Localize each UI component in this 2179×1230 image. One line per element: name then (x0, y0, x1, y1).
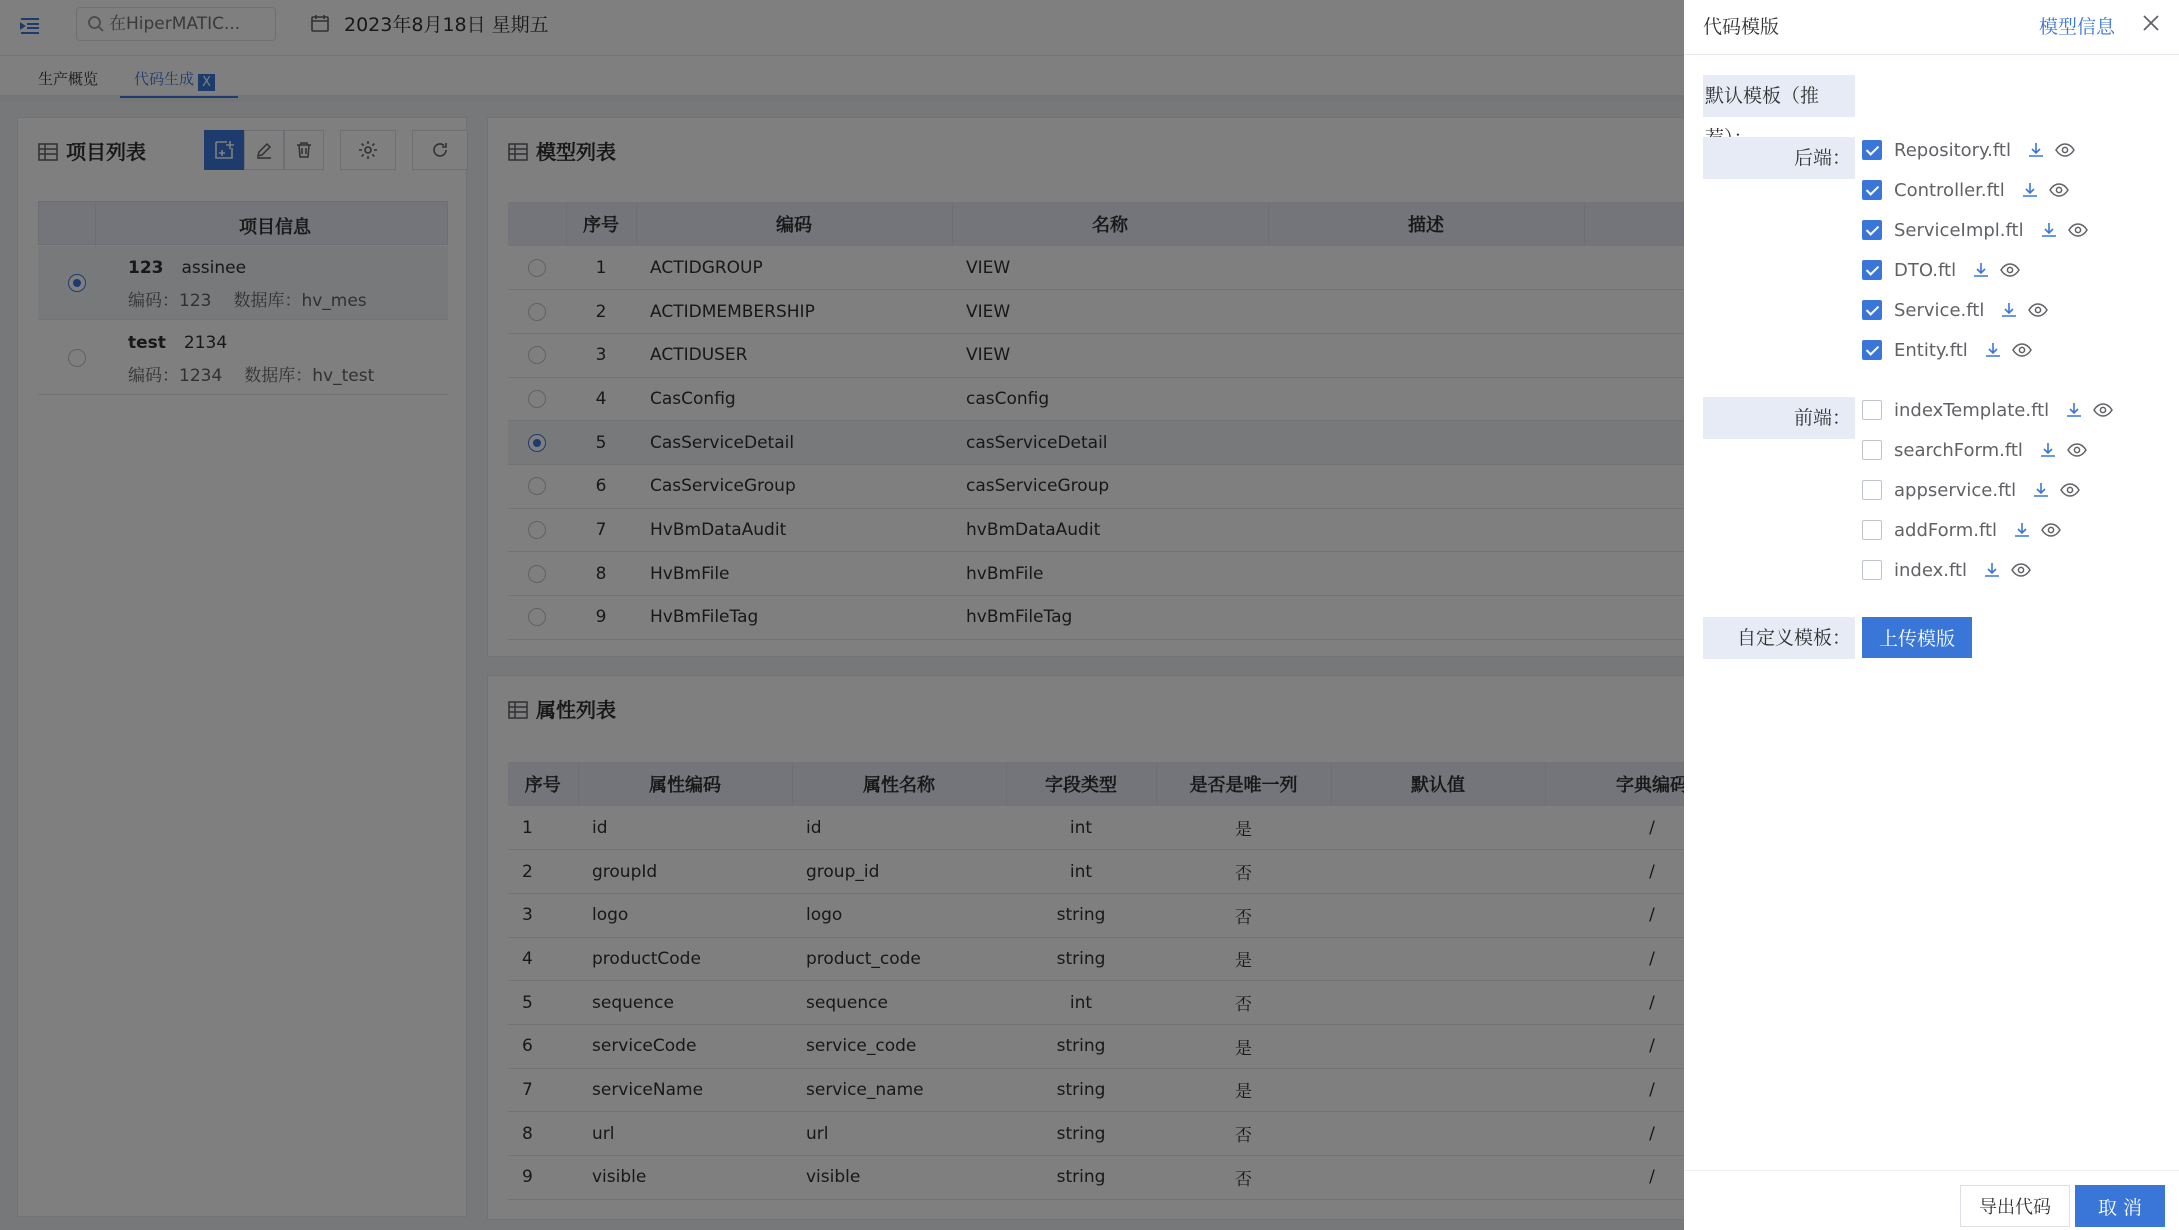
custom-template-label: 自定义模板： (1703, 617, 1855, 659)
download-icon[interactable] (2065, 401, 2083, 419)
template-item (1862, 336, 2032, 364)
template-name: indexTemplate.ftl (1894, 399, 2050, 421)
template-name: ServiceImpl.ftl (1894, 219, 2024, 241)
upload-template-button[interactable]: 上传模版 (1862, 617, 1972, 658)
template-item (1862, 136, 2075, 164)
eye-icon[interactable] (2060, 482, 2080, 498)
backend-label: 后端： (1703, 137, 1855, 179)
template-item (1862, 176, 2069, 204)
default-template-label: 默认模板（推 (1703, 75, 1855, 117)
template-name: Controller.ftl (1894, 179, 2005, 201)
template-checkbox[interactable] (1862, 400, 1882, 420)
template-checkbox[interactable] (1862, 300, 1882, 320)
download-icon[interactable] (2000, 301, 2018, 319)
template-name: addForm.ftl (1894, 519, 1998, 541)
template-item (1862, 556, 2031, 584)
download-icon[interactable] (1983, 561, 2001, 579)
eye-icon[interactable] (2068, 222, 2088, 238)
template-item (1862, 516, 2061, 544)
eye-icon[interactable] (2041, 522, 2061, 538)
template-name: searchForm.ftl (1894, 439, 2023, 461)
close-icon[interactable] (2140, 12, 2162, 34)
template-item (1862, 256, 2020, 284)
download-icon[interactable] (2040, 221, 2058, 239)
template-checkbox[interactable] (1862, 440, 1882, 460)
template-item (1862, 396, 2113, 424)
template-item (1862, 436, 2087, 464)
eye-icon[interactable] (2067, 442, 2087, 458)
download-icon[interactable] (2039, 441, 2057, 459)
drawer-header (1684, 0, 2179, 55)
template-item (1862, 476, 2080, 504)
template-item (1862, 216, 2088, 244)
template-checkbox[interactable] (1862, 180, 1882, 200)
download-icon[interactable] (2021, 181, 2039, 199)
eye-icon[interactable] (2000, 262, 2020, 278)
template-checkbox[interactable] (1862, 560, 1882, 580)
template-checkbox[interactable] (1862, 140, 1882, 160)
template-checkbox[interactable] (1862, 260, 1882, 280)
download-icon[interactable] (2027, 141, 2045, 159)
template-item (1862, 296, 2048, 324)
template-name: DTO.ftl (1894, 259, 1957, 281)
template-checkbox[interactable] (1862, 340, 1882, 360)
drawer-title: 代码模版 (1703, 16, 1780, 38)
template-name: appservice.ftl (1894, 479, 2017, 501)
template-name: index.ftl (1894, 559, 1968, 581)
download-icon[interactable] (2013, 521, 2031, 539)
template-checkbox[interactable] (1862, 520, 1882, 540)
template-name: Service.ftl (1894, 299, 1985, 321)
template-checkbox[interactable] (1862, 480, 1882, 500)
download-icon[interactable] (2032, 481, 2050, 499)
download-icon[interactable] (1972, 261, 1990, 279)
model-info-link[interactable]: 模型信息 (2039, 16, 2116, 38)
export-code-button[interactable]: 导出代码 (1960, 1185, 2070, 1227)
code-template-drawer (1684, 0, 2179, 1230)
eye-icon[interactable] (2011, 562, 2031, 578)
cancel-button[interactable]: 取 消 (2075, 1185, 2165, 1227)
eye-icon[interactable] (2055, 142, 2075, 158)
eye-icon[interactable] (2028, 302, 2048, 318)
eye-icon[interactable] (2049, 182, 2069, 198)
frontend-label: 前端： (1703, 397, 1855, 439)
drawer-footer (1684, 1170, 2179, 1230)
template-checkbox[interactable] (1862, 220, 1882, 240)
template-name: Repository.ftl (1894, 139, 2011, 161)
download-icon[interactable] (1984, 341, 2002, 359)
eye-icon[interactable] (2012, 342, 2032, 358)
template-name: Entity.ftl (1894, 339, 1968, 361)
eye-icon[interactable] (2093, 402, 2113, 418)
